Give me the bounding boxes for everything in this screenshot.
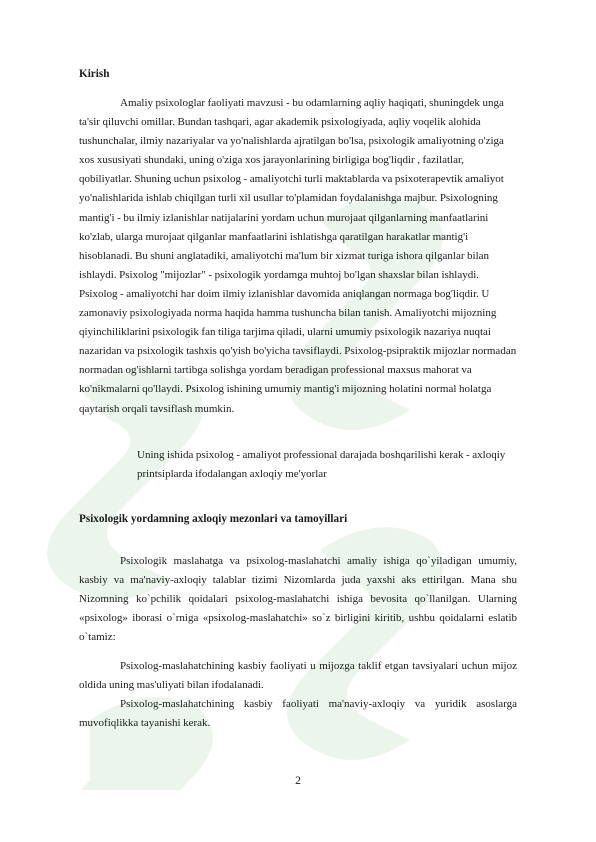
section-heading-intro: Kirish: [79, 68, 110, 80]
section-heading-ethics: Psixologik yordamning axloqiy mezonlari va tamoyillari: [79, 513, 348, 525]
ethics-paragraph-legal: Psixolog-maslahatchining kasbiy faoliyati ma'naviy-axloqiy va yuridik asoslarga muvofiqlikka tayanishi kerak.: [79, 698, 517, 730]
ethics-paragraph-requirements: Psixologik maslahatga va psixolog-maslahatchi amaliy ishiga qo`yiladigan umumiy, kasbiy va ma'naviy-axloqiy talablar tizimi Nizomlarda juda yaxshi aks ettirilgan. Mana shu Nizomning ko`pchilik qoidalari psixolog-maslahatchi ishiga bevosita qo`llanilgan. Ularning «psixolog» iborasi o`rniga «psixolog-maslahatchi» so`z birligini kiritib, ushbu qoidalarni eslatib o`tamiz:: [79, 555, 517, 644]
intro-paragraph: Amaliy psixologlar faoliyati mavzusi - bu odamlarning aqliy haqiqati, shuningdek unga ta'sir qiluvchi omillar. Bundan tashqari, agar akademik psixologiyada, aqliy voqelik alohida tushunchalar, ilmiy nazariyalar va yo'nalishlarda ajratilgan bo'lsa, psixologik amaliyotning o'ziga xos xususiyati shundaki, uning o'ziga xos jarayonlarining birligiga bog'liqdir , fazilatlar, qobiliyatlar. Shuning uchun psixolog - amaliyotchi turli maktablarda va psixoterapevtik amaliyot yo'nalishlarida ishlab chiqilgan turli xil usullar to'plamidan foydalanishga majbur. Psixologning mantig'i - bu ilmiy izlanishlar natijalarini yordam uchun murojaat qilganlarning manfaatlarini ko'zlab, ularga murojaat qilganlar manfaatlarini ishlatishga qaratilgan harakatlar mantig'i hisoblanadi. Bu shuni anglatadiki, amaliyotchi ma'lum bir xizmat turiga ishora qilganlar bilan ishlaydi. Psixolog "mijozlar" - psixologik yordamga muhtoj bo'lgan shaxslar bilan ishlaydi. Psixolog - amaliyotchi har doim ilmiy izlanishlar davomida aniqlangan normaga bog'liqdir. U zamonaviy psixologiyada norma haqida hamma tushuncha bilan tanish. Amaliyotchi mijozning qiyinchiliklarini psixologik fan tiliga tarjima qiladi, ularni umumiy psixologik nazariya nuqtai nazaridan va psixologik tashxis qo'yish bo'yicha tavsiflaydi. Psixolog-psipraktik mijozlar normadan normadan og'ishlarni tartibga solishga yordam beradigan professional maxsus mahorat va ko'nikmalarni qo'llaydi. Psixolog ishining umumiy mantig'i mijozning holatini normal holatga qaytarish orqali tavsiflash mumkin.: [79, 97, 517, 415]
ethics-paragraph-responsibility: Psixolog-maslahatchining kasbiy faoliyati u mijozga taklif etgan tavsiyalari uchun mijoz oldida uning mas'uliyati bilan ifodalanadi.: [79, 660, 517, 692]
page-number: 2: [295, 775, 301, 787]
intro-paragraph-ethics: Uning ishida psixolog - amaliyot professional darajada boshqarilishi kerak - axloqiy printsiplarda ifodalangan axloqiy me'yorlar: [137, 449, 506, 481]
